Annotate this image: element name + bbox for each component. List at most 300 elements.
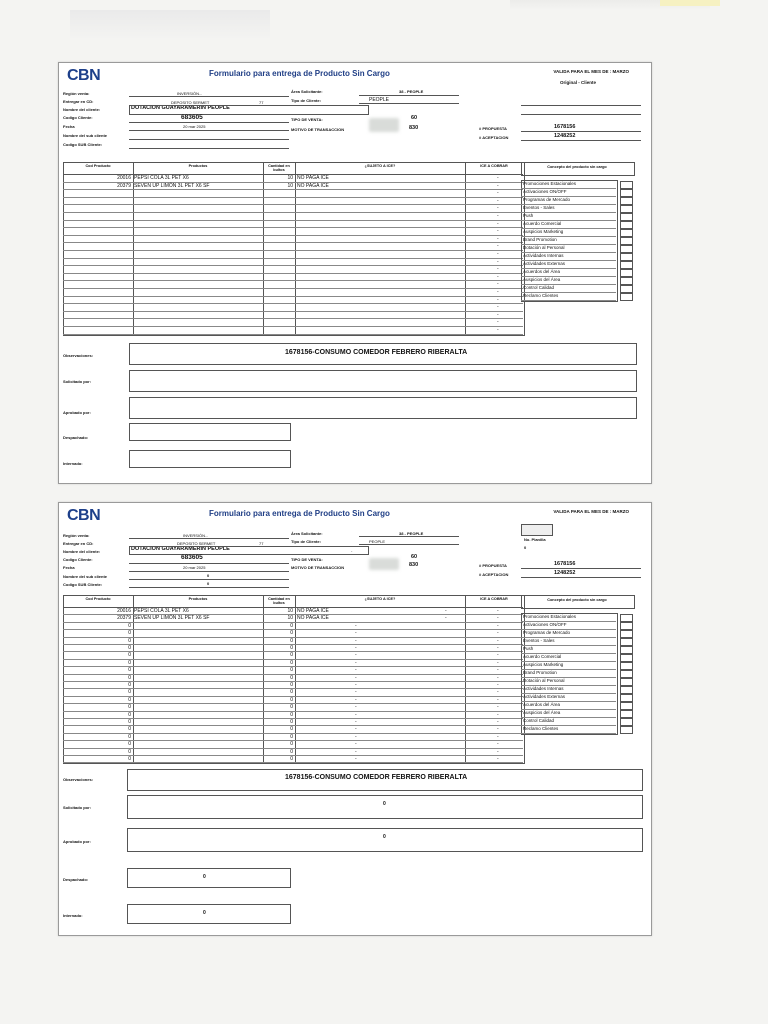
value-nombre: DOTACION GUAYARAMERIN PEOPLE bbox=[131, 546, 230, 552]
concept-checkbox[interactable] bbox=[620, 245, 633, 253]
table-cell-cod: 20016 bbox=[117, 175, 131, 181]
table-cell-ice-cobrar: - bbox=[497, 311, 499, 318]
table-cell-qty: 0 bbox=[290, 689, 293, 696]
table-cell-qty: 0 bbox=[290, 659, 293, 666]
table-row-rule bbox=[63, 666, 523, 667]
copy-label: Original - Cliente bbox=[559, 80, 596, 85]
concept-item: Actividades Externas bbox=[523, 694, 566, 699]
table-cell-qty: 0 bbox=[290, 645, 293, 651]
label-motivo: MOTIVO DE TRANSACCION bbox=[291, 565, 345, 570]
table-cell-extra: - bbox=[445, 608, 447, 614]
concept-checkbox[interactable] bbox=[620, 654, 633, 662]
table-cell-qty: 0 bbox=[290, 696, 293, 703]
table-cell-cod: 20379 bbox=[117, 182, 131, 189]
table-row-rule bbox=[63, 311, 523, 312]
table-cell-ice: - bbox=[355, 674, 357, 681]
concept-checkbox[interactable] bbox=[620, 670, 633, 678]
table-header-ice: ¿SUJETO A ICE? bbox=[364, 164, 396, 168]
label-aceptacion: # ACEPTACION bbox=[479, 572, 509, 577]
table-cell-ice: - bbox=[355, 622, 357, 629]
table-cell-cod: 0 bbox=[128, 756, 131, 762]
value-region: INVERSIÓN... bbox=[177, 91, 203, 96]
concept-item: Programas de Mercado bbox=[523, 197, 571, 202]
label-nombre-sub: Nombre del sub cliente bbox=[63, 574, 108, 579]
concept-checkbox[interactable] bbox=[620, 221, 633, 229]
table-cell-cod: 0 bbox=[128, 711, 131, 718]
table-cell-ice-cobrar: - bbox=[497, 235, 499, 242]
concept-checkbox[interactable] bbox=[620, 710, 633, 718]
table-row-rule bbox=[63, 755, 523, 756]
label-entregar: Entregar en CD: bbox=[63, 541, 94, 546]
table-cell-cod: 0 bbox=[128, 689, 131, 696]
table-column-rule bbox=[465, 162, 466, 334]
concept-checkbox[interactable] bbox=[620, 662, 633, 670]
label-internado: Internado: bbox=[63, 913, 83, 918]
concept-checkbox[interactable] bbox=[620, 205, 633, 213]
table-cell-qty: 0 bbox=[290, 622, 293, 629]
value-area: 38 - PEOPLE bbox=[399, 531, 424, 536]
table-row-rule bbox=[63, 197, 523, 198]
concept-checkbox[interactable] bbox=[620, 686, 633, 694]
table-row-rule bbox=[63, 220, 523, 221]
table-row-rule bbox=[63, 681, 523, 682]
table-cell-cod: 20379 bbox=[117, 615, 131, 622]
redacted-blur bbox=[369, 118, 399, 132]
label-propuesta: # PROPUESTA bbox=[479, 126, 507, 131]
table-cell-ice: - bbox=[355, 637, 357, 644]
concept-checkbox[interactable] bbox=[620, 285, 633, 293]
concept-checkbox[interactable] bbox=[620, 269, 633, 277]
table-cell-cod: 0 bbox=[128, 704, 131, 711]
value-entregar-code: 77 bbox=[259, 100, 264, 105]
table-cell-extra: - bbox=[445, 615, 447, 622]
table-cell-ice-cobrar: - bbox=[497, 637, 499, 644]
value-fecha: 20 mar 2025 bbox=[183, 124, 206, 129]
value-tipo-venta: 60 bbox=[411, 554, 418, 560]
table-cell-cod: 0 bbox=[128, 674, 131, 681]
table-cell-ice: - bbox=[355, 682, 357, 688]
value-entregar: DEPOSITO SERMET bbox=[171, 100, 210, 105]
table-row-rule bbox=[63, 280, 523, 281]
table-cell-qty: 10 bbox=[287, 608, 293, 614]
concept-item: Acuerdos del Área bbox=[523, 269, 561, 274]
concept-item: Auspicios del Área bbox=[523, 277, 561, 282]
label-codigo: Codigo Cliente: bbox=[63, 557, 93, 562]
label-motivo: MOTIVO DE TRANSACCION bbox=[291, 127, 345, 132]
table-row-rule bbox=[63, 644, 523, 645]
label-area: Área Solicitante: bbox=[291, 89, 323, 94]
table-header-ice_cobrar: ICE A COBRAR bbox=[480, 597, 508, 601]
table-cell-ice-cobrar: - bbox=[497, 696, 499, 703]
table-cell-qty: 0 bbox=[290, 756, 293, 762]
label-tipo-cliente: Tipo de Cliente: bbox=[291, 98, 321, 103]
table-row-rule bbox=[63, 288, 523, 289]
concept-item: Dotación al Personal bbox=[523, 245, 565, 250]
table-cell-cod: 0 bbox=[128, 622, 131, 629]
label-planilla: No. Planilla bbox=[524, 537, 546, 542]
aprobado-field[interactable] bbox=[127, 828, 643, 852]
concept-item: Control Calidad bbox=[523, 285, 555, 290]
table-cell-ice-cobrar: - bbox=[497, 175, 499, 181]
table-cell-ice: - bbox=[355, 741, 357, 748]
table-row-rule bbox=[63, 614, 523, 615]
table-cell-ice: - bbox=[355, 756, 357, 762]
table-row-rule bbox=[63, 303, 523, 304]
table-cell-ice: - bbox=[355, 659, 357, 666]
concept-checkbox[interactable] bbox=[620, 189, 633, 197]
table-cell-cod: 0 bbox=[128, 659, 131, 666]
table-cell-qty: 0 bbox=[290, 711, 293, 718]
concept-item: Acuerdo Comercial bbox=[523, 654, 562, 659]
table-cell-ice-cobrar: - bbox=[497, 220, 499, 227]
internado-field[interactable] bbox=[129, 450, 291, 468]
concept-item: Brand Promotion bbox=[523, 237, 557, 242]
table-cell-ice-cobrar: - bbox=[497, 190, 499, 197]
table-cell-ice-cobrar: - bbox=[497, 667, 499, 674]
table-cell-ice-cobrar: - bbox=[497, 733, 499, 740]
table-cell-qty: 0 bbox=[290, 652, 293, 659]
yellow-tab-mark bbox=[660, 0, 720, 6]
table-cell-cod: 0 bbox=[128, 726, 131, 733]
value-planilla: 0 bbox=[524, 545, 527, 550]
table-header-productos: Productos bbox=[188, 597, 208, 601]
table-cell-cod: 0 bbox=[128, 645, 131, 651]
table-row-rule bbox=[63, 204, 523, 205]
concept-row-rule bbox=[521, 300, 616, 301]
label-codigo-sub: Codigo SUB Cliente: bbox=[63, 142, 103, 147]
table-header-cod: Cod Producto bbox=[85, 597, 111, 601]
value-motivo: 830 bbox=[409, 125, 419, 131]
table-cell-cod: 0 bbox=[128, 667, 131, 674]
value-codigo: 683605 bbox=[181, 114, 203, 121]
table-cell-ice-cobrar: - bbox=[497, 652, 499, 659]
aprobado-field[interactable] bbox=[129, 397, 637, 419]
label-tipo-venta: TIPO DE VENTA: bbox=[291, 117, 323, 122]
value-region: INVERSIÓN... bbox=[183, 533, 209, 538]
concept-checkbox[interactable] bbox=[620, 197, 633, 205]
label-region: Región venta: bbox=[63, 533, 90, 538]
table-cell-ice: NO PAGA ICE bbox=[297, 615, 329, 622]
table-row-rule bbox=[63, 296, 523, 297]
table-cell-ice-cobrar: - bbox=[497, 630, 499, 637]
concept-checkbox[interactable] bbox=[620, 261, 633, 269]
label-tipo-venta: TIPO DE VENTA: bbox=[291, 557, 323, 562]
label-observaciones: Observaciones: bbox=[63, 777, 94, 782]
concept-checkbox[interactable] bbox=[620, 293, 633, 301]
concept-item: Brand Promotion bbox=[523, 670, 557, 675]
form-copy bbox=[58, 502, 652, 936]
concept-checkbox[interactable] bbox=[620, 614, 633, 622]
concept-checkbox[interactable] bbox=[620, 229, 633, 237]
table-cell-qty: 10 bbox=[287, 182, 293, 189]
table-cell-ice-cobrar: - bbox=[497, 615, 499, 622]
table-cell-qty: 10 bbox=[287, 615, 293, 622]
concept-checkbox[interactable] bbox=[620, 622, 633, 630]
table-row-rule bbox=[63, 258, 523, 259]
bleed-through-marks bbox=[70, 10, 270, 40]
table-cell-ice-cobrar: - bbox=[497, 748, 499, 755]
table-row-rule bbox=[63, 326, 523, 327]
table-cell-ice-cobrar: - bbox=[497, 741, 499, 748]
valid-month: VALIDA PARA EL MES DE : MARZO bbox=[553, 509, 629, 514]
concept-item: Auspicios del Área bbox=[523, 710, 561, 715]
table-cell-cod: 0 bbox=[128, 630, 131, 637]
label-area: Área Solicitante: bbox=[291, 531, 323, 536]
value-codigo: 683605 bbox=[181, 554, 203, 561]
table-header-rule bbox=[63, 607, 523, 608]
concept-checkbox[interactable] bbox=[620, 726, 633, 734]
solicitado-value: 0 bbox=[383, 801, 386, 807]
table-cell-qty: 0 bbox=[290, 682, 293, 688]
label-despachado: Despachado: bbox=[63, 435, 89, 440]
table-cell-cod: 0 bbox=[128, 696, 131, 703]
table-cell-product: PEPSI COLA 3L PET X6 bbox=[134, 175, 189, 181]
label-internado: Internado: bbox=[63, 461, 83, 466]
cbn-logo: CBN bbox=[67, 67, 101, 84]
concept-checkbox[interactable] bbox=[620, 702, 633, 710]
table-cell-ice: - bbox=[355, 630, 357, 637]
table-cell-ice: NO PAGA ICE bbox=[297, 608, 329, 614]
table-row-rule bbox=[63, 718, 523, 719]
table-row-rule bbox=[63, 762, 523, 763]
table-cell-qty: 0 bbox=[290, 667, 293, 674]
table-cell-ice-cobrar: - bbox=[497, 645, 499, 651]
concept-row-rule bbox=[521, 645, 616, 646]
table-cell-qty: 10 bbox=[287, 175, 293, 181]
table-row-rule bbox=[63, 334, 523, 335]
table-cell-ice-cobrar: - bbox=[497, 711, 499, 718]
concept-item: Actividades Internas bbox=[523, 686, 564, 691]
table-row-rule bbox=[63, 629, 523, 630]
concept-row-rule bbox=[521, 733, 616, 734]
label-entregar: Entregar en CD: bbox=[63, 99, 94, 104]
table-cell-qty: 0 bbox=[290, 630, 293, 637]
table-cell-ice-cobrar: - bbox=[497, 251, 499, 257]
internado-field[interactable] bbox=[127, 904, 291, 924]
despachado-field[interactable] bbox=[127, 868, 291, 888]
label-observaciones: Observaciones: bbox=[63, 353, 94, 358]
value-aceptacion: 1248252 bbox=[554, 133, 576, 139]
value-tipo-cliente: PEOPLE bbox=[369, 97, 390, 103]
table-cell-ice-cobrar: - bbox=[497, 289, 499, 295]
table-cell-ice: - bbox=[355, 711, 357, 718]
value-nombre-sub: 0 bbox=[207, 573, 210, 578]
table-column-rule bbox=[295, 162, 296, 334]
table-cell-ice-cobrar: - bbox=[497, 622, 499, 629]
label-aceptacion: # ACEPTACION bbox=[479, 135, 509, 140]
label-fecha: Fecha bbox=[63, 124, 75, 129]
concept-checkbox[interactable] bbox=[620, 213, 633, 221]
label-nombre: Nombre del cliente: bbox=[63, 549, 101, 554]
table-cell-ice-cobrar: - bbox=[497, 205, 499, 212]
label-nombre-sub: Nombre del sub cliente bbox=[63, 133, 108, 138]
value-motivo: 830 bbox=[409, 562, 419, 568]
table-cell-product: SEVEN UP LIMÓN 3L PET X6 SF bbox=[134, 615, 210, 622]
label-solicitado: Solicitado por: bbox=[63, 805, 91, 810]
table-cell-qty: 0 bbox=[290, 637, 293, 644]
value-nombre: DOTACION GUAYARAMERIN PEOPLE bbox=[131, 105, 230, 111]
table-cell-ice: - bbox=[355, 719, 357, 725]
concept-checkbox[interactable] bbox=[620, 718, 633, 726]
table-cell-qty: 0 bbox=[290, 726, 293, 733]
redacted-blur bbox=[369, 558, 399, 570]
value-tipo-venta: 60 bbox=[411, 115, 418, 121]
label-tipo-cliente: Tipo de Cliente: bbox=[291, 539, 321, 544]
table-cell-ice-cobrar: - bbox=[497, 243, 499, 250]
concept-item: Promociones Estacionales bbox=[523, 614, 577, 619]
label-codigo: Codigo Cliente: bbox=[63, 115, 93, 120]
table-header-cantidad: Cantidad en bultos bbox=[268, 597, 290, 605]
table-header-ice: ¿SUJETO A ICE? bbox=[364, 597, 396, 601]
value-fecha: 20 mar 2025 bbox=[183, 565, 206, 570]
concept-item: Activaciones ON/OFF bbox=[523, 189, 567, 194]
table-cell-ice-cobrar: - bbox=[497, 266, 499, 273]
concept-item: Actividades Externas bbox=[523, 261, 566, 266]
table-cell-ice: - bbox=[355, 667, 357, 674]
despachado-field[interactable] bbox=[129, 423, 291, 441]
concept-checkbox[interactable] bbox=[620, 646, 633, 654]
concept-item: Activaciones ON/OFF bbox=[523, 622, 567, 627]
table-row-rule bbox=[63, 688, 523, 689]
table-cell-ice-cobrar: - bbox=[497, 756, 499, 762]
label-codigo-sub: Codigo SUB Cliente: bbox=[63, 582, 103, 587]
concept-checkbox[interactable] bbox=[620, 638, 633, 646]
concept-header: Concepto del producto sin cargo bbox=[547, 598, 607, 602]
table-row-rule bbox=[63, 227, 523, 228]
label-solicitado: Solicitado por: bbox=[63, 379, 91, 384]
table-row-rule bbox=[63, 711, 523, 712]
table-header-cantidad: Cantidad en bultos bbox=[268, 164, 290, 172]
table-cell-ice-cobrar: - bbox=[497, 659, 499, 666]
form-original-cliente bbox=[58, 62, 652, 484]
table-row-rule bbox=[63, 318, 523, 319]
table-cell-ice-cobrar: - bbox=[497, 682, 499, 688]
label-propuesta: # PROPUESTA bbox=[479, 563, 507, 568]
table-cell-cod: 0 bbox=[128, 652, 131, 659]
concept-checkbox[interactable] bbox=[620, 237, 633, 245]
value-area: 38 - PEOPLE bbox=[399, 89, 424, 94]
table-row-rule bbox=[63, 740, 523, 741]
concept-checkbox[interactable] bbox=[620, 181, 633, 189]
table-cell-ice-cobrar: - bbox=[497, 296, 499, 303]
concept-checkbox[interactable] bbox=[620, 694, 633, 702]
concept-checkbox[interactable] bbox=[620, 678, 633, 686]
table-cell-qty: 0 bbox=[290, 719, 293, 725]
table-header-cod: Cod Producto bbox=[85, 164, 111, 168]
table-cell-cod: 0 bbox=[128, 733, 131, 740]
value-codigo-sub: 0 bbox=[207, 581, 210, 586]
concept-item: Control Calidad bbox=[523, 718, 555, 723]
concept-item: Auspicios Marketing bbox=[523, 229, 564, 234]
table-cell-ice-cobrar: - bbox=[497, 273, 499, 280]
concept-item: Programas de Mercado bbox=[523, 630, 571, 635]
observaciones-text: 1678156-CONSUMO COMEDOR FEBRERO RIBERALTA bbox=[285, 774, 468, 781]
aprobado-value: 0 bbox=[383, 834, 386, 840]
solicitado-field[interactable] bbox=[127, 795, 643, 819]
concept-item: Auspicios Marketing bbox=[523, 662, 564, 667]
table-cell-ice: - bbox=[355, 748, 357, 755]
table-cell-ice: - bbox=[355, 689, 357, 696]
table-header-productos: Productos bbox=[188, 164, 208, 168]
table-row-rule bbox=[63, 703, 523, 704]
table-cell-ice-cobrar: - bbox=[497, 197, 499, 204]
concept-item: Acuerdos del Área bbox=[523, 702, 561, 707]
table-row-rule bbox=[63, 182, 523, 183]
concept-checkbox[interactable] bbox=[620, 253, 633, 261]
table-cell-ice-cobrar: - bbox=[497, 258, 499, 265]
table-row-rule bbox=[63, 637, 523, 638]
concept-checkbox[interactable] bbox=[620, 630, 633, 638]
table-row-rule bbox=[63, 651, 523, 652]
table-column-rule bbox=[465, 595, 466, 762]
table-row-rule bbox=[63, 250, 523, 251]
table-cell-ice-cobrar: - bbox=[497, 704, 499, 711]
planilla-box bbox=[521, 524, 553, 536]
table-cell-qty: 0 bbox=[290, 704, 293, 711]
table-cell-cod: 0 bbox=[128, 741, 131, 748]
table-row-rule bbox=[63, 189, 523, 190]
label-nombre: Nombre del cliente: bbox=[63, 107, 101, 112]
table-cell-cod: 0 bbox=[128, 637, 131, 644]
table-cell-ice: - bbox=[355, 652, 357, 659]
table-cell-ice-cobrar: - bbox=[497, 608, 499, 614]
value-entregar-code: 77 bbox=[259, 541, 264, 546]
internado-value: 0 bbox=[203, 910, 206, 916]
table-cell-qty: 0 bbox=[290, 674, 293, 681]
value-propuesta: 1678156 bbox=[554, 561, 576, 567]
table-row-rule bbox=[63, 242, 523, 243]
valid-month: VALIDA PARA EL MES DE : MARZO bbox=[553, 69, 629, 74]
table-cell-ice: NO PAGA ICE bbox=[297, 182, 329, 189]
table-row-rule bbox=[63, 235, 523, 236]
cbn-logo: CBN bbox=[67, 507, 101, 524]
table-cell-ice: - bbox=[355, 696, 357, 703]
table-row-rule bbox=[63, 733, 523, 734]
table-cell-ice-cobrar: - bbox=[497, 319, 499, 326]
label-aprobado: Aprobado por: bbox=[63, 410, 91, 415]
table-cell-ice-cobrar: - bbox=[497, 228, 499, 235]
value-propuesta: 1678156 bbox=[554, 124, 576, 130]
table-cell-ice-cobrar: - bbox=[497, 213, 499, 219]
table-cell-ice: - bbox=[355, 733, 357, 740]
form-title: Formulario para entrega de Producto Sin Cargo bbox=[209, 69, 390, 78]
table-cell-ice-cobrar: - bbox=[497, 674, 499, 681]
table-cell-ice: - bbox=[355, 704, 357, 711]
table-row-rule bbox=[63, 674, 523, 675]
concept-item: Actividades Internas bbox=[523, 253, 564, 258]
concept-item: Reclamo Clientes bbox=[523, 293, 559, 298]
table-cell-cod: 0 bbox=[128, 682, 131, 688]
table-cell-ice: - bbox=[355, 645, 357, 651]
table-row-rule bbox=[63, 265, 523, 266]
table-cell-ice-cobrar: - bbox=[497, 689, 499, 696]
value-aceptacion: 1248252 bbox=[554, 570, 576, 576]
table-row-rule bbox=[63, 725, 523, 726]
solicitado-field[interactable] bbox=[129, 370, 637, 392]
table-cell-ice: NO PAGA ICE bbox=[297, 175, 329, 181]
label-fecha: Fecha bbox=[63, 565, 75, 570]
concept-checkbox[interactable] bbox=[620, 277, 633, 285]
concept-item: Acuerdo Comercial bbox=[523, 221, 562, 226]
table-cell-ice-cobrar: - bbox=[497, 182, 499, 189]
form-title: Formulario para entrega de Producto Sin Cargo bbox=[209, 509, 390, 518]
value-tipo-cliente: PEOPLE bbox=[369, 539, 386, 544]
concept-item: Reclamo Clientes bbox=[523, 726, 559, 731]
concept-item: Push bbox=[523, 646, 534, 651]
table-cell-cod: 0 bbox=[128, 719, 131, 725]
despachado-value: 0 bbox=[203, 874, 206, 880]
observaciones-text: 1678156-CONSUMO COMEDOR FEBRERO RIBERALTA bbox=[285, 349, 468, 356]
